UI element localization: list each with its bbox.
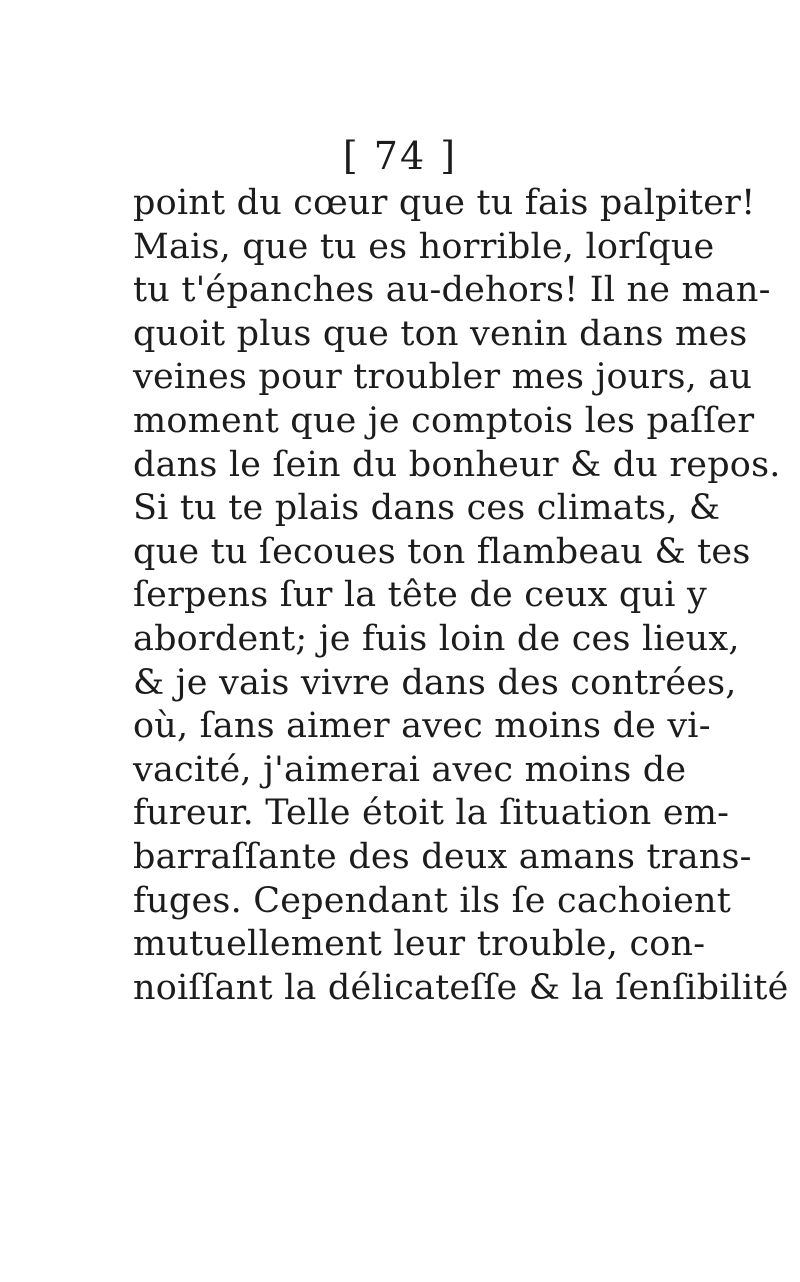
text-line: fuges. Cependant ils ſe cachoient [133,880,732,921]
text-line: vacité, j'aimerai avec moins de [133,749,687,790]
text-line: Mais, que tu es horrible, lorſque [133,226,715,267]
text-line: barraſſante des deux amans trans- [133,836,752,877]
text-line: quoit plus que ton venin dans mes [133,313,748,354]
text-line: que tu ſecoues ton flambeau & tes [133,531,751,572]
text-line: dans le ſein du bonheur & du repos. [133,444,781,485]
text-line: Si tu te plais dans ces climats, & [133,488,721,529]
text-line: veines pour troubler mes jours, au [133,357,753,398]
text-line: où, ſans aimer avec moins de vi- [133,706,711,747]
text-line: noiſſant la délicateſſe & la ſenſibilité [133,967,789,1008]
text-line: tu t'épanches au-dehors! Il ne man- [133,270,771,311]
text-line: abordent; je fuis loin de ces lieux, [133,618,740,659]
text-line: ſerpens ſur la tête de ceux qui y [133,575,707,616]
text-line: point du cœur que tu fais palpiter! [133,183,756,223]
page-number: [ 74 ] [342,134,458,178]
text-line: fureur. Telle étoit la ſituation em- [133,793,730,834]
text-line: moment que je comptois les paſſer [133,400,755,441]
text-line: mutuellement leur trouble, con- [133,924,706,965]
body-text [133,182,789,1010]
text-line: & je vais vivre dans des contrées, [133,662,737,703]
